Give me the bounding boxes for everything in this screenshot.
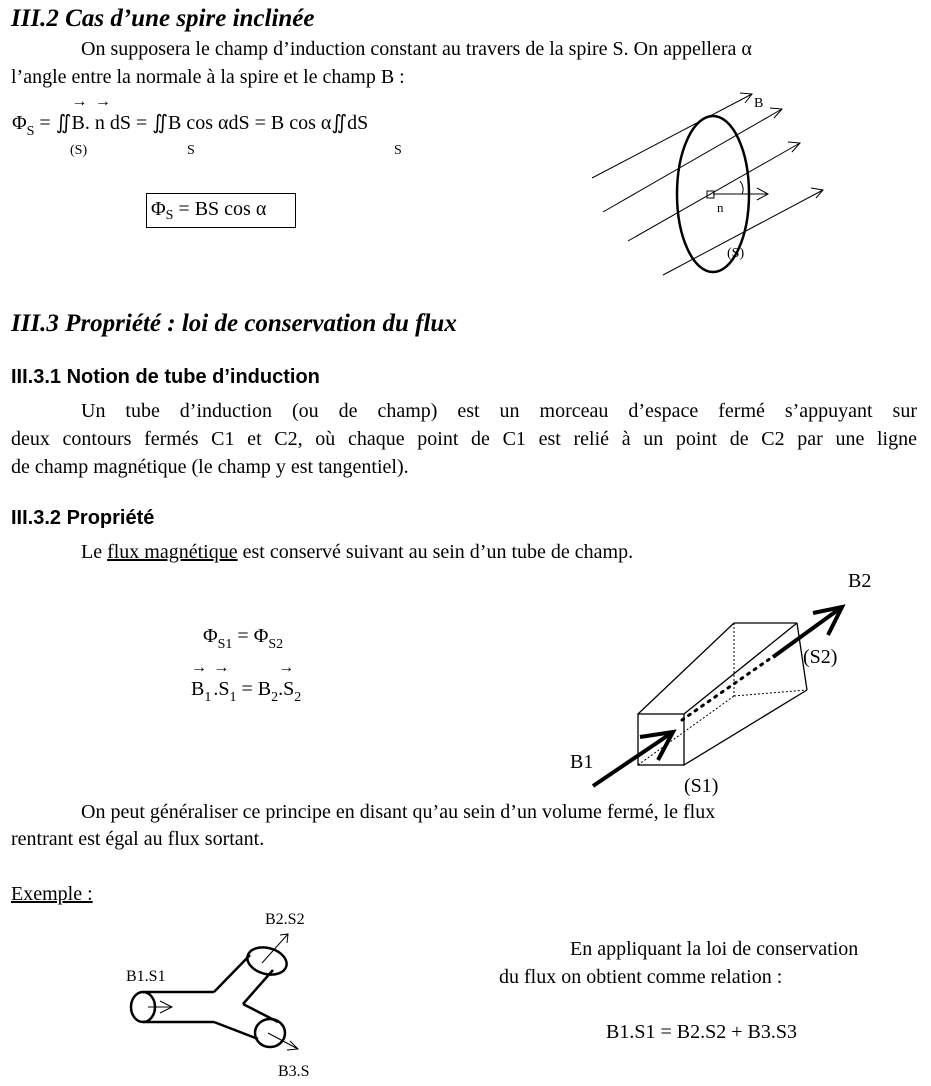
paragraph-line: On supposera le champ d’induction constant au travers de la spire S. On appellera α (81, 38, 752, 60)
label-b3-s: B3.S (278, 1063, 310, 1080)
dot: . (84, 112, 90, 134)
section-heading-3-2: III.2 Cas d’une spire inclinée (11, 5, 315, 32)
example-text-line: En appliquant la loi de conservation (570, 938, 859, 960)
subscript: 2 (271, 690, 279, 705)
conservation-relation: B1.S1 = B2.S2 + B3.S3 (606, 1021, 797, 1043)
text: est conservé suivant au sein d’un tube de champ. (237, 541, 634, 563)
subscript: 1 (229, 690, 237, 705)
label-b2-s2: B2.S2 (265, 911, 305, 928)
vector-s1 (213, 678, 229, 701)
flux-tube-diagram (560, 570, 880, 800)
subscript: S (165, 208, 174, 223)
text: .S (213, 678, 230, 700)
equals-b: = B (236, 678, 272, 700)
phi: Φ (151, 198, 166, 220)
subscript: 2 (294, 690, 302, 705)
integral-limit: (S) (70, 143, 88, 158)
integral-limit: S (187, 143, 195, 158)
tilted-coil-diagram (560, 80, 840, 280)
section-heading-3-3: III.3 Propriété : loi de conservation du flux (11, 310, 457, 337)
label-b1-s1: B1.S1 (126, 968, 166, 985)
paragraph-line: rentrant est égal au flux sortant. (11, 828, 265, 850)
label-n: n (717, 200, 724, 215)
label-s: (S) (727, 246, 745, 261)
paragraph-line: On peut généraliser ce principe en disant qu’au sein d’un volume fermé, le flux (81, 801, 716, 823)
paragraph-line: de champ magnétique (le champ y est tangentiel). (11, 456, 409, 478)
subscript: S1 (217, 637, 233, 652)
formula-rest: dS = ∬B cos αdS = B cos α∬dS (109, 112, 369, 134)
label-b1: B1 (570, 751, 594, 773)
integral-limit: S (394, 143, 402, 158)
underlined-term: flux magnétique (107, 541, 238, 563)
label-b: B (754, 96, 764, 111)
phi: Φ (12, 112, 27, 134)
label-b2: B2 (848, 570, 872, 592)
example-text-line: du flux on obtient comme relation : (499, 966, 783, 988)
paragraph-line: deux contours fermés C1 et C2, où chaque point de C1 est relié à un point de C2 par une ligne (11, 428, 917, 450)
paragraph-line: l’angle entre la normale à la spire et le champ B : (11, 66, 405, 88)
vector-n: → n (95, 112, 105, 135)
phi: Φ (203, 625, 218, 647)
paragraph-line: Un tube d’induction (ou de champ) est un morceau d’espace fermé s’appuyant sur (81, 400, 917, 422)
vector-b: → B (71, 112, 84, 135)
result: = BS cos α (178, 198, 267, 220)
label-s2: (S2) (803, 646, 838, 668)
property-statement (81, 541, 633, 564)
subsection-heading-3-3-1: III.3.1 Notion de tube d’induction (11, 366, 320, 388)
subsection-heading-3-3-2: III.3.2 Propriété (11, 507, 155, 529)
label-s1: (S1) (684, 775, 719, 797)
vector-equality-formula (191, 678, 302, 705)
boxed-result (146, 193, 296, 228)
flux-equality-formula (203, 625, 284, 652)
vector-s2: → .S (278, 678, 294, 701)
subscript: 1 (204, 690, 212, 705)
equals-phi: = Φ (232, 625, 269, 647)
vector-b1: → B (191, 678, 204, 701)
text: Le (81, 541, 108, 563)
subscript: S (26, 124, 35, 139)
flux-integral-formula (12, 110, 369, 139)
subscript: S2 (268, 637, 284, 652)
example-label: Exemple : (11, 883, 93, 905)
integral: = ∬ (39, 112, 72, 134)
branching-tube-diagram (110, 900, 330, 1086)
